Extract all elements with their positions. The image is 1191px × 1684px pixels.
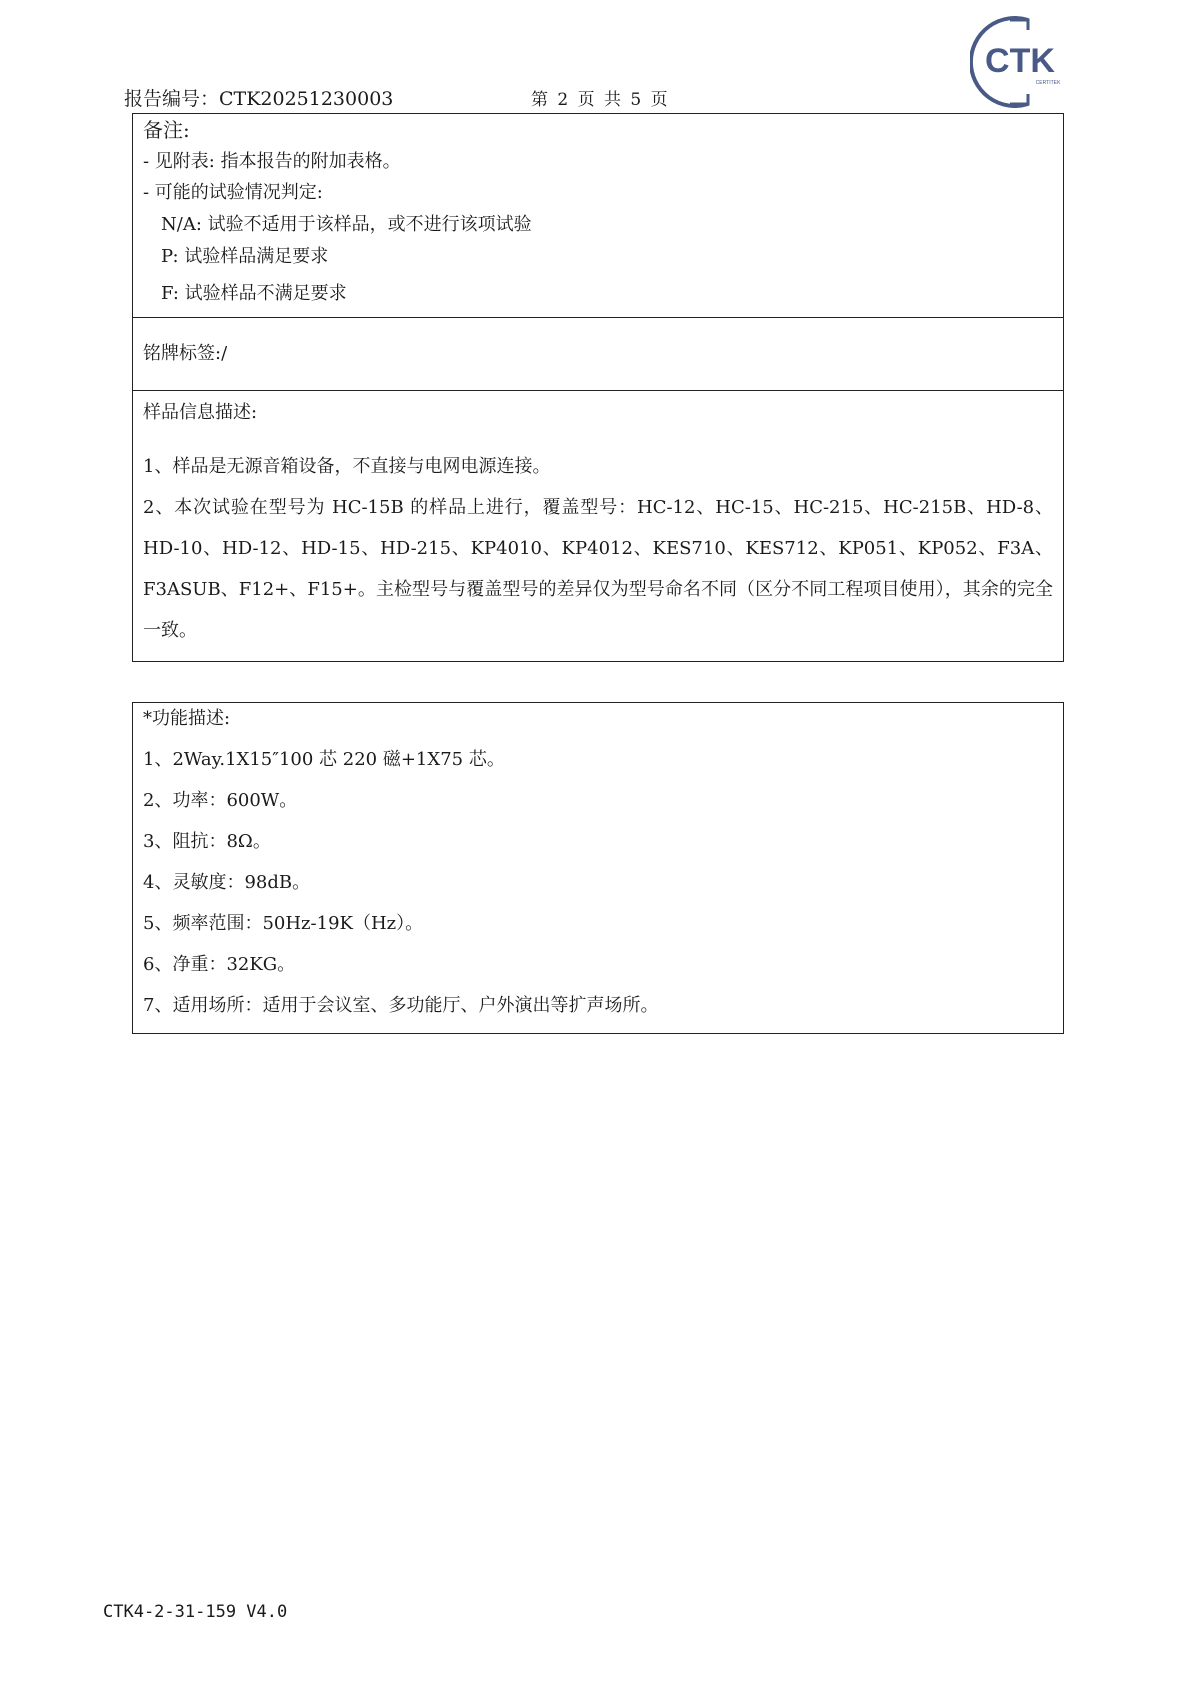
nameplate-label: 铭牌标签:/	[143, 343, 228, 364]
function-description-box	[132, 702, 1064, 1034]
page-info: 第 2 页 共 5 页	[531, 90, 668, 110]
function-item: 6、净重：32KG。	[143, 954, 296, 975]
nameplate-section	[133, 317, 1063, 390]
form-code: CTK4-2-31-159 V4.0	[103, 1602, 288, 1622]
note-item: F: 试验样品不满足要求	[161, 283, 347, 304]
function-item: 7、适用场所：适用于会议室、多功能厅、户外演出等扩声场所。	[143, 995, 659, 1016]
report-info-table	[132, 113, 1064, 662]
notes-title: 备注:	[143, 118, 190, 142]
svg-text:CTK: CTK	[985, 42, 1055, 80]
note-item: - 见附表: 指本报告的附加表格。	[143, 151, 401, 172]
notes-section	[133, 114, 1063, 317]
sample-info-item: 1、样品是无源音箱设备，不直接与电网电源连接。	[143, 456, 551, 477]
sample-info-title: 样品信息描述:	[143, 402, 258, 423]
sample-info-section	[133, 390, 1063, 660]
note-item: - 可能的试验情况判定:	[143, 182, 323, 203]
note-item: P: 试验样品满足要求	[161, 246, 329, 267]
function-item: 1、2Way.1X15″100 芯 220 磁+1X75 芯。	[143, 749, 505, 770]
report-number: 报告编号：CTK20251230003	[124, 88, 394, 110]
function-item: 4、灵敏度：98dB。	[143, 872, 311, 893]
function-item: 5、频率范围：50Hz-19K（Hz）。	[143, 913, 424, 934]
function-item: 3、阻抗：8Ω。	[143, 831, 271, 852]
sample-info-item: 2、本次试验在型号为 HC-15B 的样品上进行，覆盖型号：HC-12、HC-15、HC-215、HC-215B、HD-8、HD-10、HD-12、HD-15、HD-215、KP4010、KP4012、KES710、KES712、KP051、KP052、F3A、F3ASUB、F12+、F15+。主检型号与覆盖型号的差异仅为型号命名不同（区分不同工程项目使用），其余的完全一致。	[143, 497, 1053, 641]
note-item: N/A: 试验不适用于该样品，或不进行该项试验	[161, 214, 532, 235]
function-item: 2、功率：600W。	[143, 790, 298, 811]
ctk-logo	[970, 14, 1070, 110]
svg-text:CERTITEK: CERTITEK	[1035, 80, 1061, 86]
function-title: *功能描述:	[143, 708, 231, 729]
